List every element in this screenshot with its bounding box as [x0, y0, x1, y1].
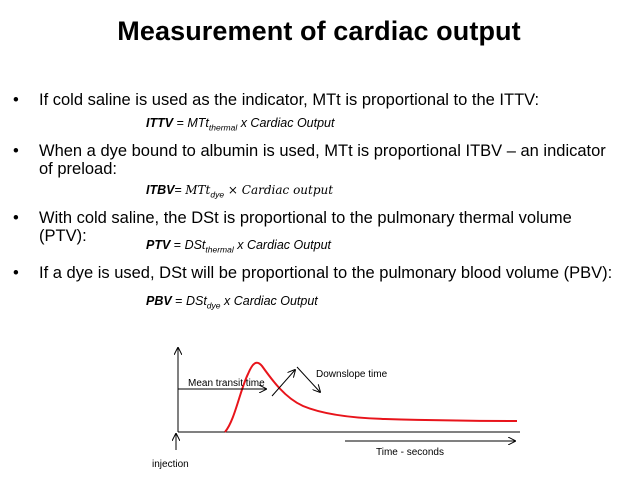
bullet-text: When a dye bound to albumin is used, MTt is proportional ITBV – an indicator of preload: — [39, 142, 606, 178]
formula-base: MTt — [187, 116, 209, 130]
bullet-marker: • — [13, 91, 19, 109]
formula-sub: dye — [206, 300, 221, 311]
formula-lhs: PTV — [146, 238, 171, 252]
injection-label: injection — [152, 459, 189, 470]
formula-eq: = — [170, 238, 185, 252]
formula-base: MTt — [185, 183, 211, 197]
bullet-marker: • — [13, 142, 19, 160]
formula-lhs: ITTV — [146, 116, 174, 130]
formula-sub: thermal — [205, 244, 234, 255]
formula-sub: dye — [210, 189, 225, 200]
downslope-label: Downslope time — [316, 369, 388, 380]
formula-rest: x Cardiac Output — [220, 294, 318, 308]
page-title: Measurement of cardiac output — [117, 16, 521, 46]
formula-lhs: ITBV — [146, 183, 175, 197]
time-label: Time - seconds — [376, 447, 444, 458]
bullet-text: With cold saline, the DSt is proportional to the pulmonary thermal volume (PTV): — [39, 209, 572, 245]
bullet-marker: • — [13, 209, 19, 227]
formula-eq: = — [174, 183, 186, 197]
bullet-text: If a dye is used, DSt will be proportional to the pulmonary blood volume (PBV): — [39, 264, 613, 282]
formula-rest: x Cardiac Output — [233, 238, 332, 252]
formula-rest: x Cardiac Output — [237, 116, 335, 130]
mean-transit-label: Mean transit time — [188, 378, 265, 389]
formula-eq: = — [173, 116, 188, 130]
formula-sub: thermal — [208, 122, 238, 133]
formula-base: DSt — [184, 238, 206, 252]
formula-base: DSt — [185, 294, 207, 308]
formula-lhs: PBV — [146, 294, 172, 308]
bullet-marker: • — [13, 264, 19, 282]
formula-eq: = — [171, 294, 186, 308]
bullet-text: If cold saline is used as the indicator, MTt is proportional to the ITTV: — [39, 91, 540, 109]
formula-rest: × Cardiac output — [224, 183, 334, 197]
